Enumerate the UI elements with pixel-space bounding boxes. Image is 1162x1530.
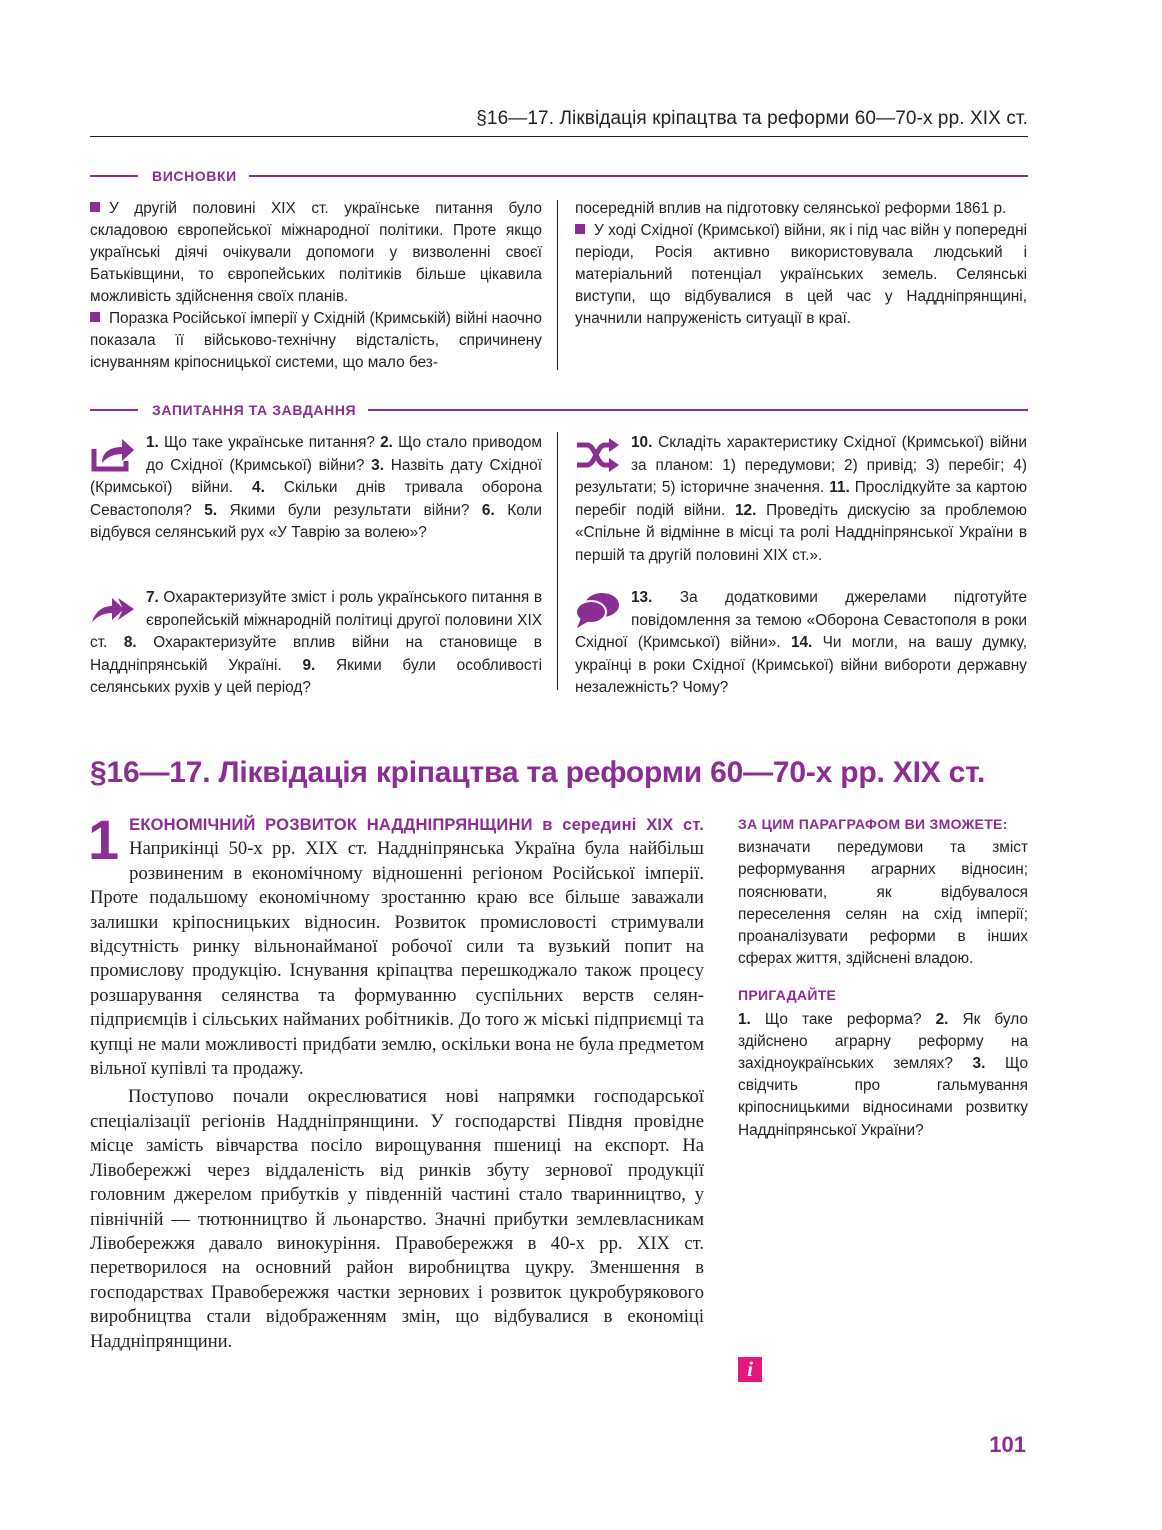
questions-heading-bar: [90, 400, 1028, 420]
question-item: 5. Якими були результати війни?: [204, 501, 482, 519]
section-title: ЕКОНОМІЧНИЙ РОЗВИТОК НАДДНІПРЯНЩИНИ в середині XIX ст.: [129, 816, 704, 834]
question-block-2: [90, 587, 542, 700]
double-arrow-icon: [90, 590, 136, 630]
question-block-3: [575, 432, 1027, 567]
recall-text: [738, 1009, 1028, 1142]
conclusion-item: У ході Східної (Кримської) війни, як і під час війн у попередні періоди, Росія активно використовувала людський і матеріальний потенціал українських земель. Селянські виступи, що відбувалися в цей час у Наддніпрянщині, уначнили напруженість ситуації в краї.: [575, 222, 1027, 327]
speech-bubbles-icon: [575, 590, 621, 630]
shuffle-icon: [575, 435, 621, 475]
info-icon: i: [738, 1357, 762, 1382]
bullet-square-icon: [575, 224, 585, 234]
share-arrow-icon: [90, 435, 136, 475]
questions-heading: ЗАПИТАННЯ ТА ЗАВДАННЯ: [152, 402, 357, 418]
recall-heading: ПРИГАДАЙТЕ: [738, 987, 837, 1004]
recall-item: 3. Що свідчить про гальмування кріпосницькими відносинами розвитку Наддніпрянської України?: [738, 1055, 1028, 1139]
question-item: 3. Назвіть дату Східної (Кримської) війни.: [90, 456, 542, 496]
page-number: 101: [989, 1432, 1026, 1457]
question-block-4: [575, 587, 1027, 700]
section-number: 1: [88, 808, 120, 871]
column-divider: [557, 200, 558, 370]
question-item: 7. Охарактеризуйте зміст і роль українського питання в європейській міжнародній політиці другої половини XIX ст.: [90, 589, 542, 651]
goals-text: визначати передумови та зміст реформування аграрних відносин; пояснювати, як відбувалося переселення селян на схід імперії; проаналізувати реформи в інших сферах життя, здійснені владою.: [738, 839, 1028, 968]
question-item: 1. Що таке українське питання?: [146, 434, 381, 451]
question-block-1: [90, 432, 542, 545]
conclusions-heading-bar: [90, 166, 1028, 186]
conclusions-right-column: [575, 198, 1027, 330]
main-paragraph-2: Поступово почали окреслюватися нові напрямки господарської спеціалізації регіонів Наддніпрянщини. У господарстві Півдня провідне місце замість вівчарства посіло вирощування пшениці на експорт. На Лівобережжі через віддаленість від ринків збуту зернової продукції головним джерелом прибутків у південній частині стало тваринництво, у північній — тютюнництво й льонарство. Значні прибутки землевласникам Лівобережжя давало винокуріння. Правобережжя в 40-х рр. XIX ст. перетворилося на основний район виробництва цукру. Зменшення в господарствах Правобережжя частки зернових і розвиток цукробурякового виробництва стали відображенням змін, що відбувалися в економіці Наддніпрянщини.: [90, 1086, 704, 1352]
running-header: §16—17. Ліквідація кріпацтва та реформи 60—70-х рр. XIX ст.: [476, 108, 1028, 129]
column-divider: [557, 432, 558, 690]
recall-item: 2. Як було здійснено аграрну реформу на західноукраїнських землях?: [738, 1010, 1028, 1073]
goals-heading: ЗА ЦИМ ПАРАГРАФОМ ВИ ЗМОЖЕТЕ:: [738, 816, 1008, 832]
header-rule: [90, 136, 1028, 137]
conclusion-item: У другій половині XIX ст. українське питання було складовою європейської міжнародної політики. Проте якщо українські діячі очікували допомоги у визволенні своєї Батьківщини, то європейських політиків більше цікавила можливість здійснення своїх планів.: [90, 200, 542, 305]
side-column: [738, 813, 1028, 1142]
paragraph-text: Наприкінці 50-х рр. XIX ст. Наддніпрянська Україна була найбільш розвиненим в економічному відношенні регіоном Російської імперії. Проте подальшому економічному зростанню краю все більше заважали залишки кріпосницьких відносин. Розвиток промисловості стримували відсутність ринку вільнонайманої робочої сили та вузький попит на промислову продукцію. Існування кріпацтва перешкоджало також процесу розшарування селянства та формуванню суспільних верств селян-підприємців і сільських найманих робітників. До того ж міські підприємці та купці не мали можливості придбати землю, оскільки вона не була предметом вільної купівлі та продажу.: [90, 838, 704, 1080]
heading-rule-long: [249, 175, 1028, 177]
recall-item: 1. Що таке реформа?: [738, 1010, 936, 1028]
heading-rule-long: [368, 409, 1028, 411]
question-item: 2. Що стало приводом до Східної (Кримської) війни?: [146, 434, 542, 474]
main-text-column: [88, 808, 704, 1354]
conclusion-continuation: посередній вплив на підготовку селянської реформи 1861 р.: [575, 200, 1007, 217]
question-item: 8. Охарактеризуйте вплив війни на становище в Наддніпрянській Україні.: [90, 634, 542, 674]
question-item: 11. Прослідкуйте за картою перебіг подій війни.: [575, 479, 1028, 519]
main-paragraph-1: [88, 808, 704, 1081]
question-item: 12. Проведіть дискусію за проблемою «Спільне й відмінне в місці та ролі Наддніпрянської України в першій та другій половині XIX ст.».: [575, 501, 1027, 564]
conclusions-left-column: [90, 198, 542, 374]
heading-rule-short: [90, 175, 138, 177]
question-item: 13. За додатковими джерелами підготуйте повідомлення за темою «Оборона Севастополя в роки Східної (Кримської) війни».: [575, 589, 1027, 651]
conclusion-item: Поразка Російської імперії у Східній (Кримській) війні наочно показала її військово-технічну відсталість, спричинену існуванням кріпосницької системи, що мало без-: [90, 310, 542, 371]
paragraph-title: §16—17. Ліквідація кріпацтва та реформи 60—70-х рр. XIX ст.: [90, 756, 986, 789]
question-item: 6. Коли відбувся селянський рух «У Таврію за волею»?: [90, 501, 542, 541]
question-item: 9. Якими були особливості селянських рухів у цей період?: [90, 656, 542, 696]
question-item: 4. Скільки днів тривала оборона Севастополя?: [90, 479, 543, 519]
question-item: 10. Складіть характеристику Східної (Кримської) війни за планом: 1) передумови; 2) привід; 3) перебіг; 4) результати; 5) історичне значення.: [575, 434, 1027, 496]
heading-rule-short: [90, 409, 138, 411]
conclusions-heading: ВИСНОВКИ: [152, 168, 237, 184]
bullet-square-icon: [90, 202, 100, 212]
bullet-square-icon: [90, 312, 100, 322]
question-item: 14. Чи могли, на вашу думку, українці в роки Східної (Кримської) війни вибороти державну незалежність? Чому?: [575, 634, 1027, 696]
